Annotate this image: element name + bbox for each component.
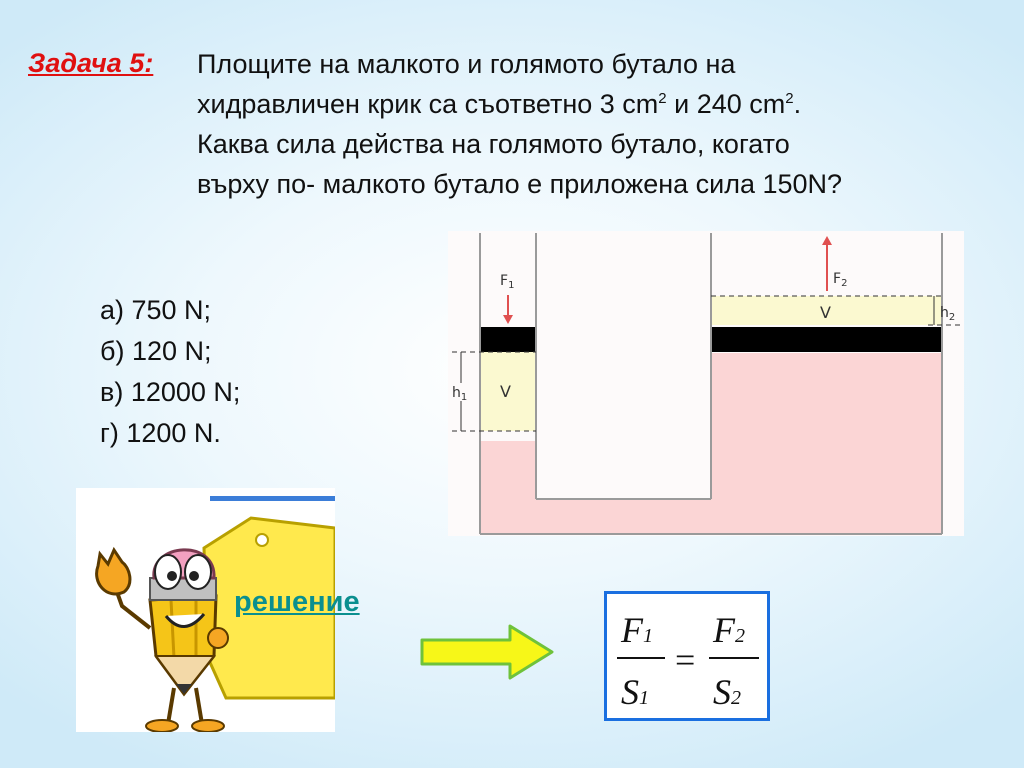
hydraulic-press-diagram xyxy=(448,231,964,536)
task-line-4: върху по- малкото бутало е приложена сила 150N? xyxy=(197,169,843,199)
task-line-2-sup1: 2 xyxy=(658,90,667,107)
task-line-3: Каква сила действа на голямото бутало, когато xyxy=(197,129,790,159)
task-line-1: Площите на малкото и голямото бутало на xyxy=(197,49,736,79)
answer-b: б) 120 N; xyxy=(100,336,212,366)
answer-a: а) 750 N; xyxy=(100,295,212,325)
task-line-2-mid: и 240 cm xyxy=(666,89,786,119)
volume-right-label: V xyxy=(820,303,831,322)
f1-label: $F_1$ xyxy=(500,273,515,291)
task-line-2-pre: хидравличен крик са съответно 3 cm xyxy=(197,89,659,119)
formula-box xyxy=(604,591,770,721)
large-piston xyxy=(711,327,942,352)
formula-f2: F2 xyxy=(713,610,745,650)
task-line-2-end: . xyxy=(793,89,802,119)
small-piston xyxy=(480,327,536,352)
formula-equals: = xyxy=(675,640,696,680)
answer-d: г) 1200 N. xyxy=(100,418,221,448)
formula-s2: S2 xyxy=(713,672,741,712)
right-arrow-icon xyxy=(420,624,556,685)
answer-c: в) 12000 N; xyxy=(100,377,241,407)
formula-s1: S1 xyxy=(621,672,649,712)
task-line-2-sup2: 2 xyxy=(785,90,794,107)
volume-left-label: V xyxy=(500,382,511,401)
task-statement xyxy=(197,44,1017,204)
h2-label: $h_2$ xyxy=(940,305,956,323)
h1-label: $h_1$ xyxy=(452,385,468,403)
task-label: Задача 5: xyxy=(28,48,154,78)
formula-f1: F1 xyxy=(621,610,653,650)
f2-label: $F_2$ xyxy=(833,271,848,289)
task-line-2 xyxy=(197,84,1017,124)
answer-options xyxy=(100,290,240,454)
solution-link[interactable]: решение xyxy=(234,586,360,618)
